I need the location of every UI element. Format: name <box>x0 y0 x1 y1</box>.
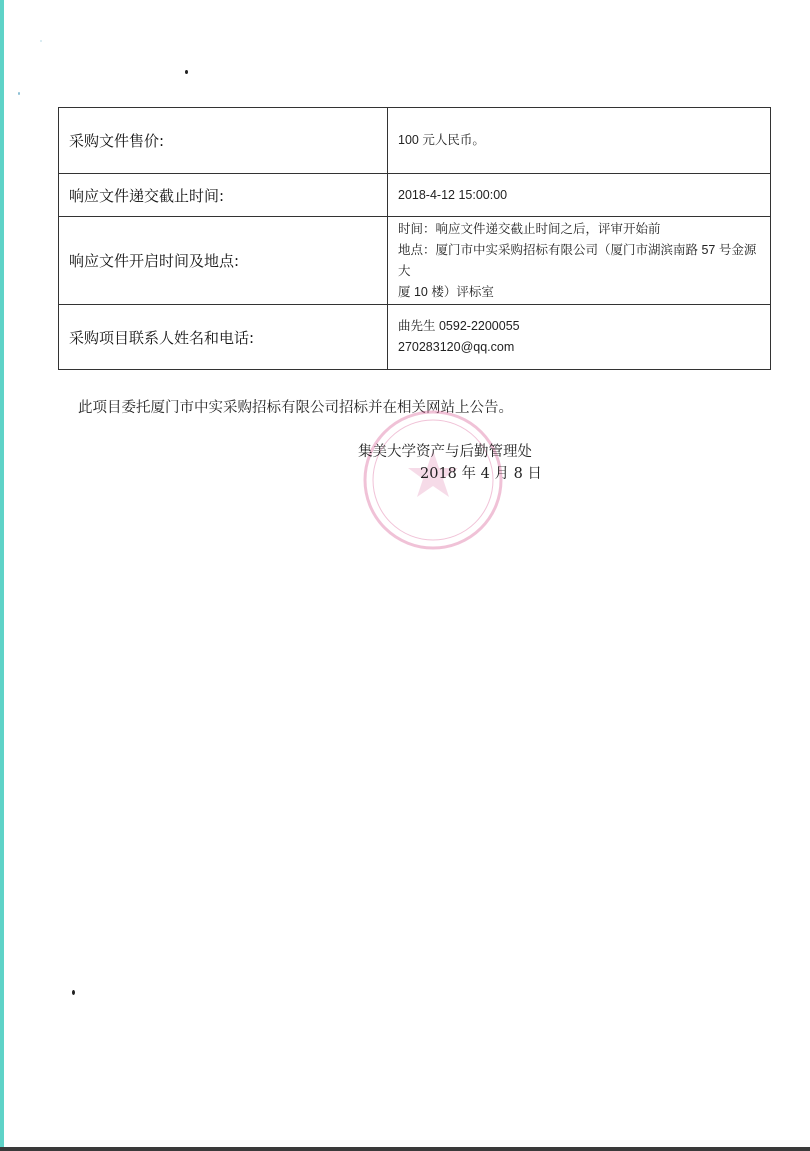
table-row <box>59 305 771 370</box>
scan-speck <box>18 92 20 95</box>
scan-speck <box>72 990 75 995</box>
value-line: 时间：响应文件递交截止时间之后，评审开始前 <box>398 221 661 236</box>
row-label: 响应文件递交截止时间: <box>59 174 388 217</box>
row-value <box>388 174 771 217</box>
value-line: 270283120@qq.com <box>398 340 515 354</box>
row-value <box>388 108 771 174</box>
value-line: 厦 10 楼）评标室 <box>398 284 494 299</box>
scan-edge <box>0 0 4 1151</box>
scan-speck <box>185 70 188 74</box>
table-row <box>59 217 771 305</box>
procurement-info-table <box>58 107 771 370</box>
value-line: 2018-4-12 15:00:00 <box>398 187 508 202</box>
row-label: 采购文件售价: <box>59 108 388 174</box>
issue-date: 2018 年 4 月 8 日 <box>420 466 542 482</box>
table-row <box>59 108 771 174</box>
value-line: 地点：厦门市中实采购招标有限公司（厦门市湖滨南路 57 号金源大 <box>398 242 757 278</box>
row-value <box>388 217 771 305</box>
issuing-organization: 集美大学资产与后勤管理处 <box>358 444 532 460</box>
scan-edge-bottom <box>0 1147 810 1151</box>
row-label: 响应文件开启时间及地点: <box>59 217 388 305</box>
row-label: 采购项目联系人姓名和电话: <box>59 305 388 370</box>
announcement-notice: 此项目委托厦门市中实采购招标有限公司招标并在相关网站上公告。 <box>78 400 513 416</box>
value-line: 100 元人民币。 <box>398 133 485 147</box>
table-row <box>59 174 771 217</box>
value-line: 曲先生 0592-2200055 <box>398 319 520 333</box>
row-value <box>388 305 771 370</box>
scan-speck <box>40 40 42 42</box>
